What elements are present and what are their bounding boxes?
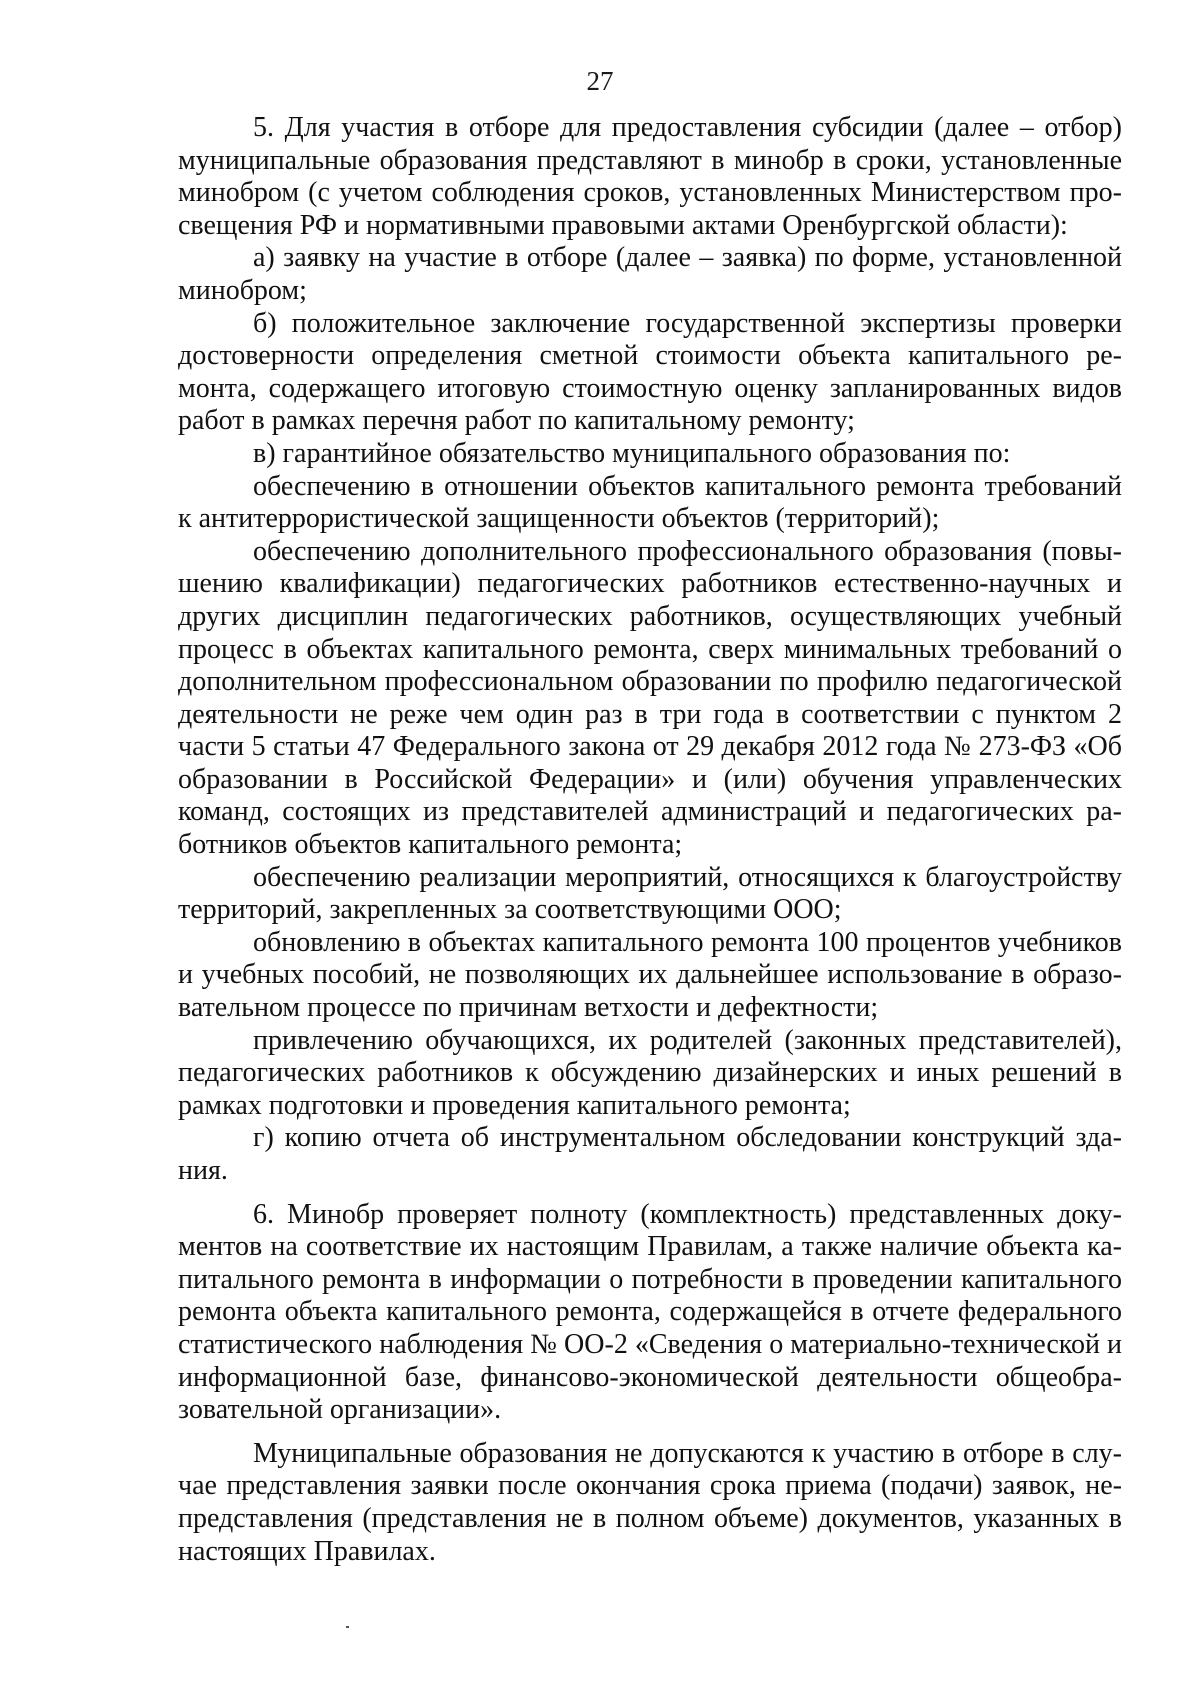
paragraph-item-6: 6. Минобр проверяет полноту (комплектность) представленных документов на соответствие их настоящим Правилам, а также наличие объекта капитального ремонта в информации о потребности в проведении капитального ремонта объекта капитального ремонта, содержащейся в отчете федерального статистического наблюдения № ОО-2 «Сведения о материально-технической и информационной базе, финансово-экономической деятельности общеобразовательной организации».	[178, 1198, 1122, 1426]
paragraph-item-5: 5. Для участия в отборе для предоставления субсидии (далее – отбор) муниципальные образования представляют в минобр в сроки, установленные минобром (с учетом соблюдения сроков, установленных Министерством просвещения РФ и нормативными правовыми актами Оренбургской области):	[178, 112, 1122, 241]
paragraph-rejection-conditions: Муниципальные образования не допускаются к участию в отборе в случае представления заявки после окончания срока приема (подачи) заявок, непредставления (представления не в полном объеме) документов, указанных в настоящих Правилах.	[178, 1437, 1122, 1567]
paragraph-item-5v: в) гарантийное обязательство муниципального образования по:	[253, 437, 1011, 469]
paragraph-obligation-involvement: привлечению обучающихся, их родителей (законных представителей), педагогических работников к обсуждению дизайнерских и иных решений в рамках подготовки и проведения капитального ремонта;	[178, 1024, 1122, 1121]
document-body	[178, 112, 1122, 1568]
paragraph-item-5a: а) заявку на участие в отборе (далее – заявка) по форме, установленной минобром;	[178, 242, 1122, 306]
page-number: 27	[586, 66, 614, 96]
paragraph-obligation-security: обеспечению в отношении объектов капитального ремонта требований к антитеррористической защищенности объектов (территорий);	[178, 470, 1122, 535]
paragraph-obligation-training: обеспечению дополнительного профессионального образования (повышению квалификации) педагогических работников естественно-научных и других дисциплин педагогических работников, осуществляющих учебный процесс в объектах капитального ремонта, сверх минимальных требований о дополнительном профессиональном образовании по профилю педагогической деятельности не реже чем один раз в три года в соответствии с пунктом 2 части 5 статьи 47 Федерального закона от 29 декабря 2012 года № 273-ФЗ «Об образовании в Российской Федерации» и (или) обучения управленческих команд, состоящих из представителей администраций и педагогических работников объектов капитального ремонта;	[178, 535, 1122, 861]
paragraph-obligation-textbooks: обновлению в объектах капитального ремонта 100 процентов учебников и учебных пособий, не позволяющих их дальнейшее использование в образовательном процессе по причинам ветхости и дефектности;	[178, 926, 1122, 1024]
paragraph-item-5b: б) положительное заключение государственной экспертизы проверки достоверности определения сметной стоимости объекта капитального ремонта, содержащего итоговую стоимостную оценку запланированных видов работ в рамках перечня работ по капитальному ремонту;	[178, 307, 1122, 437]
scan-speck	[346, 1626, 349, 1628]
paragraph-item-5g: г) копию отчета об инструментальном обследовании конструкций здания.	[178, 1122, 1122, 1186]
paragraph-obligation-landscaping: обеспечению реализации мероприятий, относящихся к благоустройству территорий, закрепленных за соответствующими ООО;	[178, 861, 1122, 926]
